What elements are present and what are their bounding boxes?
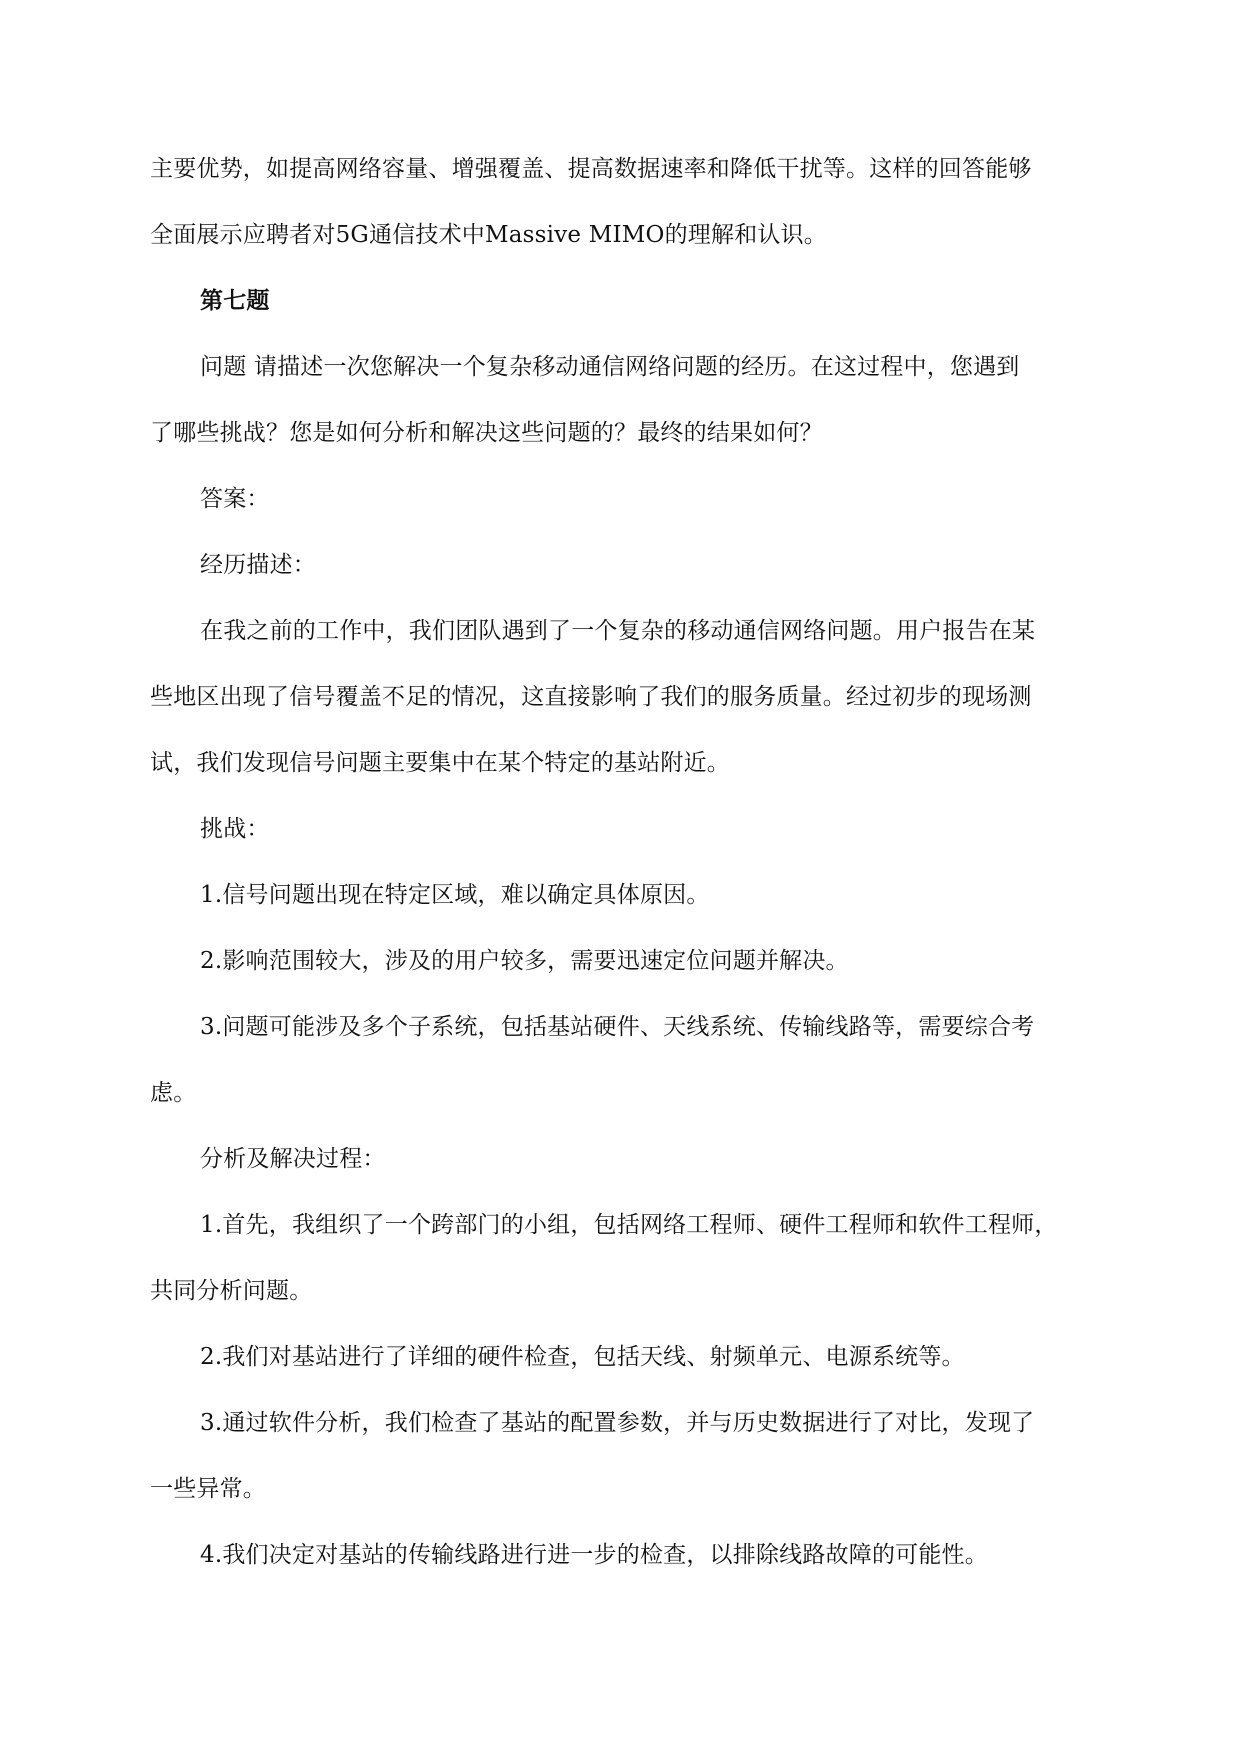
question-line: 问题 请描述一次您解决一个复杂移动通信网络问题的经历。在这过程中，您遇到 (200, 354, 1020, 380)
list-item: 1.信号问题出现在特定区域，难以确定具体原因。 (200, 882, 710, 908)
paragraph-line: 全面展示应聘者对5G通信技术中Massive MIMO的理解和认识。 (150, 222, 827, 248)
document-body (150, 136, 1090, 1588)
list-item: 4.我们决定对基站的传输线路进行进一步的检查，以排除线路故障的可能性。 (200, 1542, 988, 1568)
list-item-continuation: 一些异常。 (150, 1476, 266, 1502)
list-item-continuation: 虑。 (150, 1080, 197, 1106)
list-item: 3.问题可能涉及多个子系统，包括基站硬件、天线系统、传输线路等，需要综合考 (200, 1014, 1035, 1040)
list-item: 2.影响范围较大，涉及的用户较多，需要迅速定位问题并解决。 (200, 948, 849, 974)
answer-label: 答案： (200, 486, 270, 512)
section-heading: 第七题 (200, 287, 270, 314)
list-item: 2.我们对基站进行了详细的硬件检查，包括天线、射频单元、电源系统等。 (200, 1344, 965, 1370)
paragraph-line: 试，我们发现信号问题主要集中在某个特定的基站附近。 (150, 750, 730, 776)
list-item: 1.首先，我组织了一个跨部门的小组，包括网络工程师、硬件工程师和软件工程师， (200, 1212, 1058, 1238)
list-item: 3.通过软件分析，我们检查了基站的配置参数，并与历史数据进行了对比，发现了 (200, 1410, 1035, 1436)
subsection-label: 分析及解决过程： (200, 1146, 386, 1172)
question-line: 了哪些挑战？您是如何分析和解决这些问题的？最终的结果如何？ (150, 420, 823, 446)
paragraph-line: 些地区出现了信号覆盖不足的情况，这直接影响了我们的服务质量。经过初步的现场测 (150, 684, 1032, 710)
subsection-label: 挑战： (200, 816, 270, 842)
subsection-label: 经历描述： (200, 552, 316, 578)
paragraph-line: 在我之前的工作中，我们团队遇到了一个复杂的移动通信网络问题。用户报告在某 (200, 618, 1036, 644)
paragraph-line: 主要优势，如提高网络容量、增强覆盖、提高数据速率和降低干扰等。这样的回答能够 (150, 156, 1032, 182)
list-item-continuation: 共同分析问题。 (150, 1278, 313, 1304)
